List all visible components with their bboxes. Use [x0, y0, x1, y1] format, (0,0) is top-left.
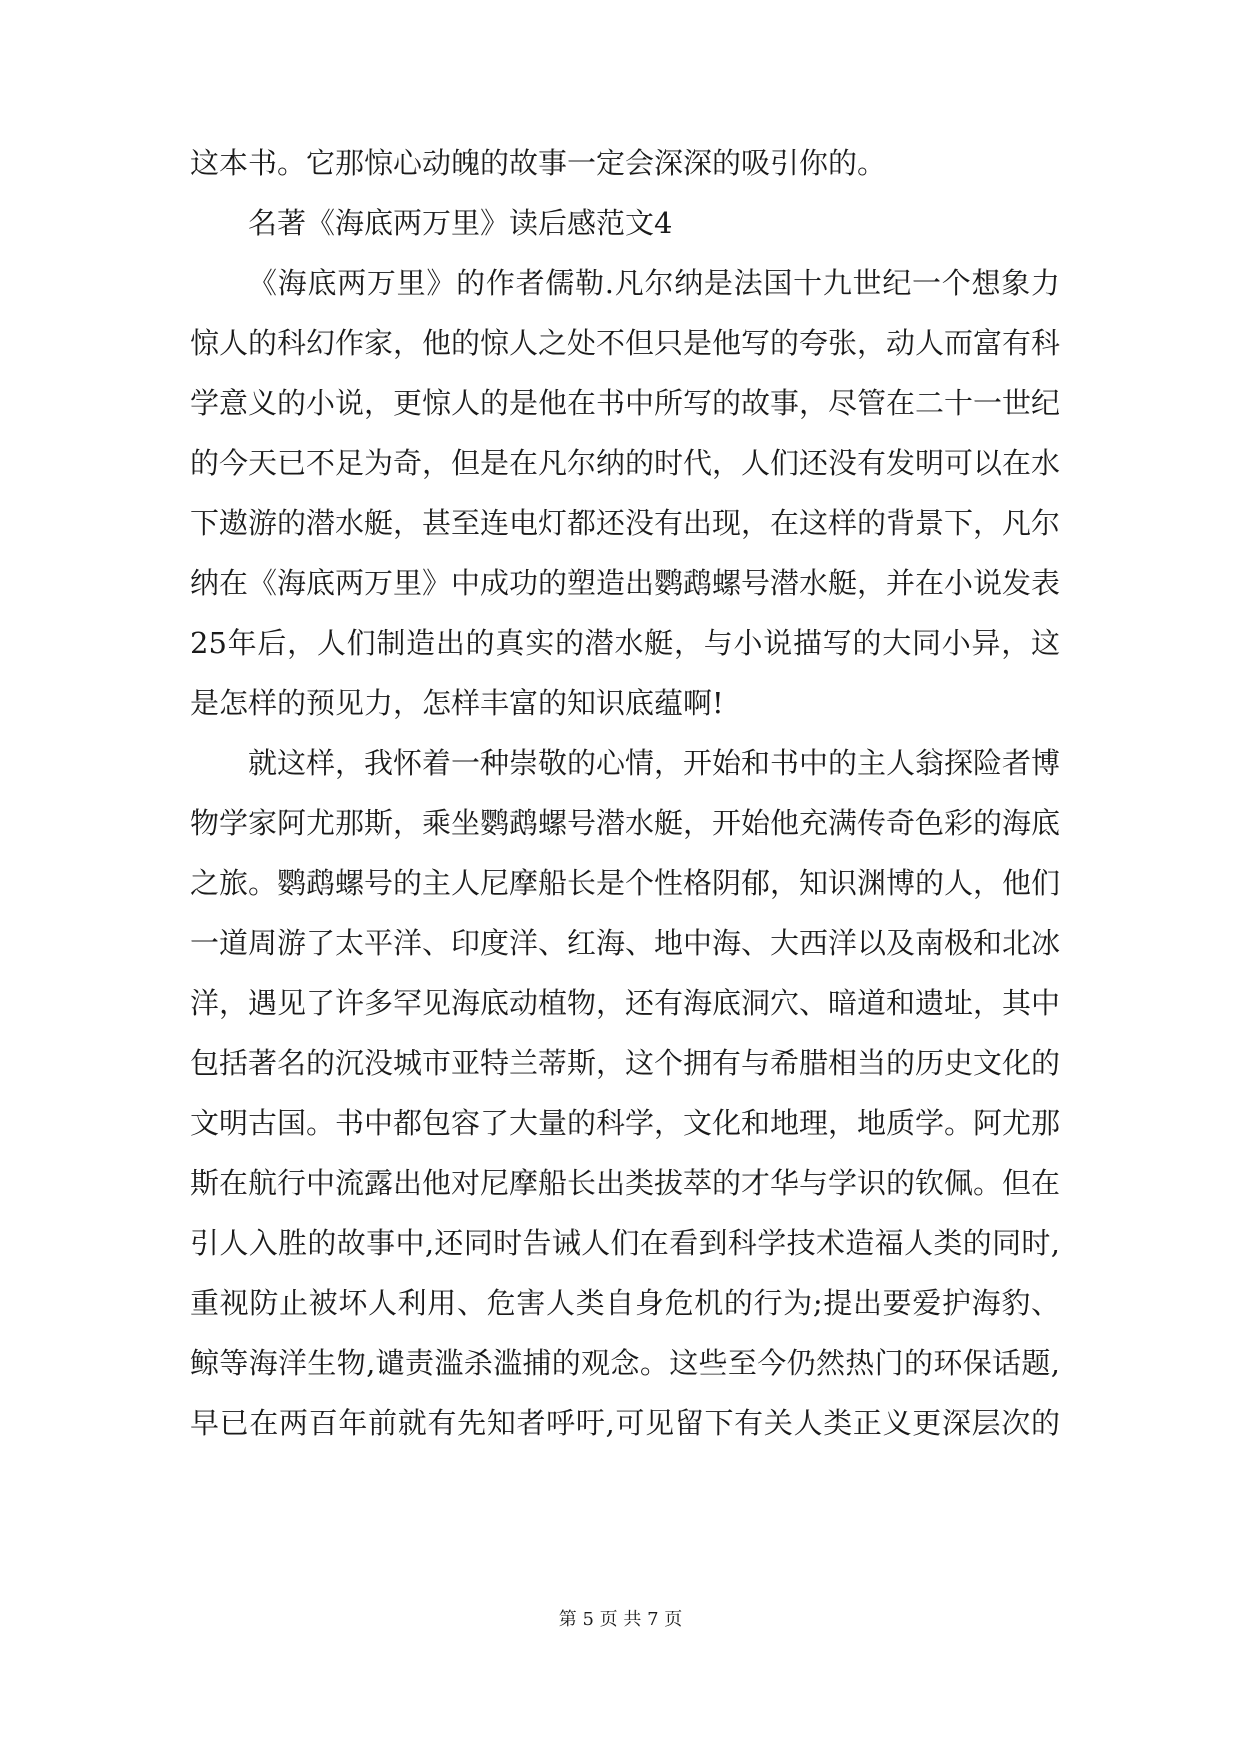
- paragraph-line-21: 鲸等海洋生物,谴责滥杀滥捕的观念。这些至今仍然热门的环保话题,: [190, 1346, 1060, 1380]
- section-heading: 名著《海底两万里》读后感范文4: [248, 206, 673, 240]
- paragraph-line-7: 下遨游的潜水艇，甚至连电灯都还没有出现，在这样的背景下，凡尔: [190, 506, 1060, 540]
- paragraph-line-20: 重视防止被坏人利用、危害人类自身危机的行为;提出要爱护海豹、: [190, 1286, 1060, 1320]
- paragraph-line-18: 斯在航行中流露出他对尼摩船长出类拔萃的才华与学识的钦佩。但在: [190, 1166, 1060, 1200]
- page-number-footer: 第 5 页 共 7 页: [558, 1609, 683, 1630]
- paragraph-line-11: 就这样，我怀着一种崇敬的心情，开始和书中的主人翁探险者博: [248, 746, 1060, 780]
- paragraph-line-6: 的今天已不足为奇，但是在凡尔纳的时代，人们还没有发明可以在水: [190, 446, 1060, 480]
- paragraph-line-4: 惊人的科幻作家，他的惊人之处不但只是他写的夸张，动人而富有科: [190, 326, 1060, 360]
- paragraph-line-1: 这本书。它那惊心动魄的故事一定会深深的吸引你的。: [190, 146, 887, 180]
- paragraph-line-5: 学意义的小说，更惊人的是他在书中所写的故事，尽管在二十一世纪: [190, 386, 1060, 420]
- paragraph-line-8: 纳在《海底两万里》中成功的塑造出鹦鹉螺号潜水艇，并在小说发表: [190, 566, 1060, 600]
- paragraph-line-22: 早已在两百年前就有先知者呼吁,可见留下有关人类正义更深层次的: [190, 1406, 1060, 1440]
- paragraph-line-10: 是怎样的预见力，怎样丰富的知识底蕴啊!: [190, 686, 724, 720]
- paragraph-line-16: 包括著名的沉没城市亚特兰蒂斯，这个拥有与希腊相当的历史文化的: [190, 1046, 1060, 1080]
- paragraph-line-9: 25年后，人们制造出的真实的潜水艇，与小说描写的大同小异，这: [190, 626, 1060, 660]
- paragraph-line-17: 文明古国。书中都包容了大量的科学，文化和地理，地质学。阿尤那: [190, 1106, 1060, 1140]
- paragraph-line-14: 一道周游了太平洋、印度洋、红海、地中海、大西洋以及南极和北冰: [190, 926, 1060, 960]
- paragraph-line-19: 引人入胜的故事中,还同时告诫人们在看到科学技术造福人类的同时,: [190, 1226, 1060, 1260]
- paragraph-line-13: 之旅。鹦鹉螺号的主人尼摩船长是个性格阴郁，知识渊博的人，他们: [190, 866, 1060, 900]
- paragraph-line-12: 物学家阿尤那斯，乘坐鹦鹉螺号潜水艇，开始他充满传奇色彩的海底: [190, 806, 1060, 840]
- paragraph-line-15: 洋，遇见了许多罕见海底动植物，还有海底洞穴、暗道和遗址，其中: [190, 986, 1060, 1020]
- paragraph-line-3: 《海底两万里》的作者儒勒.凡尔纳是法国十九世纪一个想象力: [248, 266, 1060, 300]
